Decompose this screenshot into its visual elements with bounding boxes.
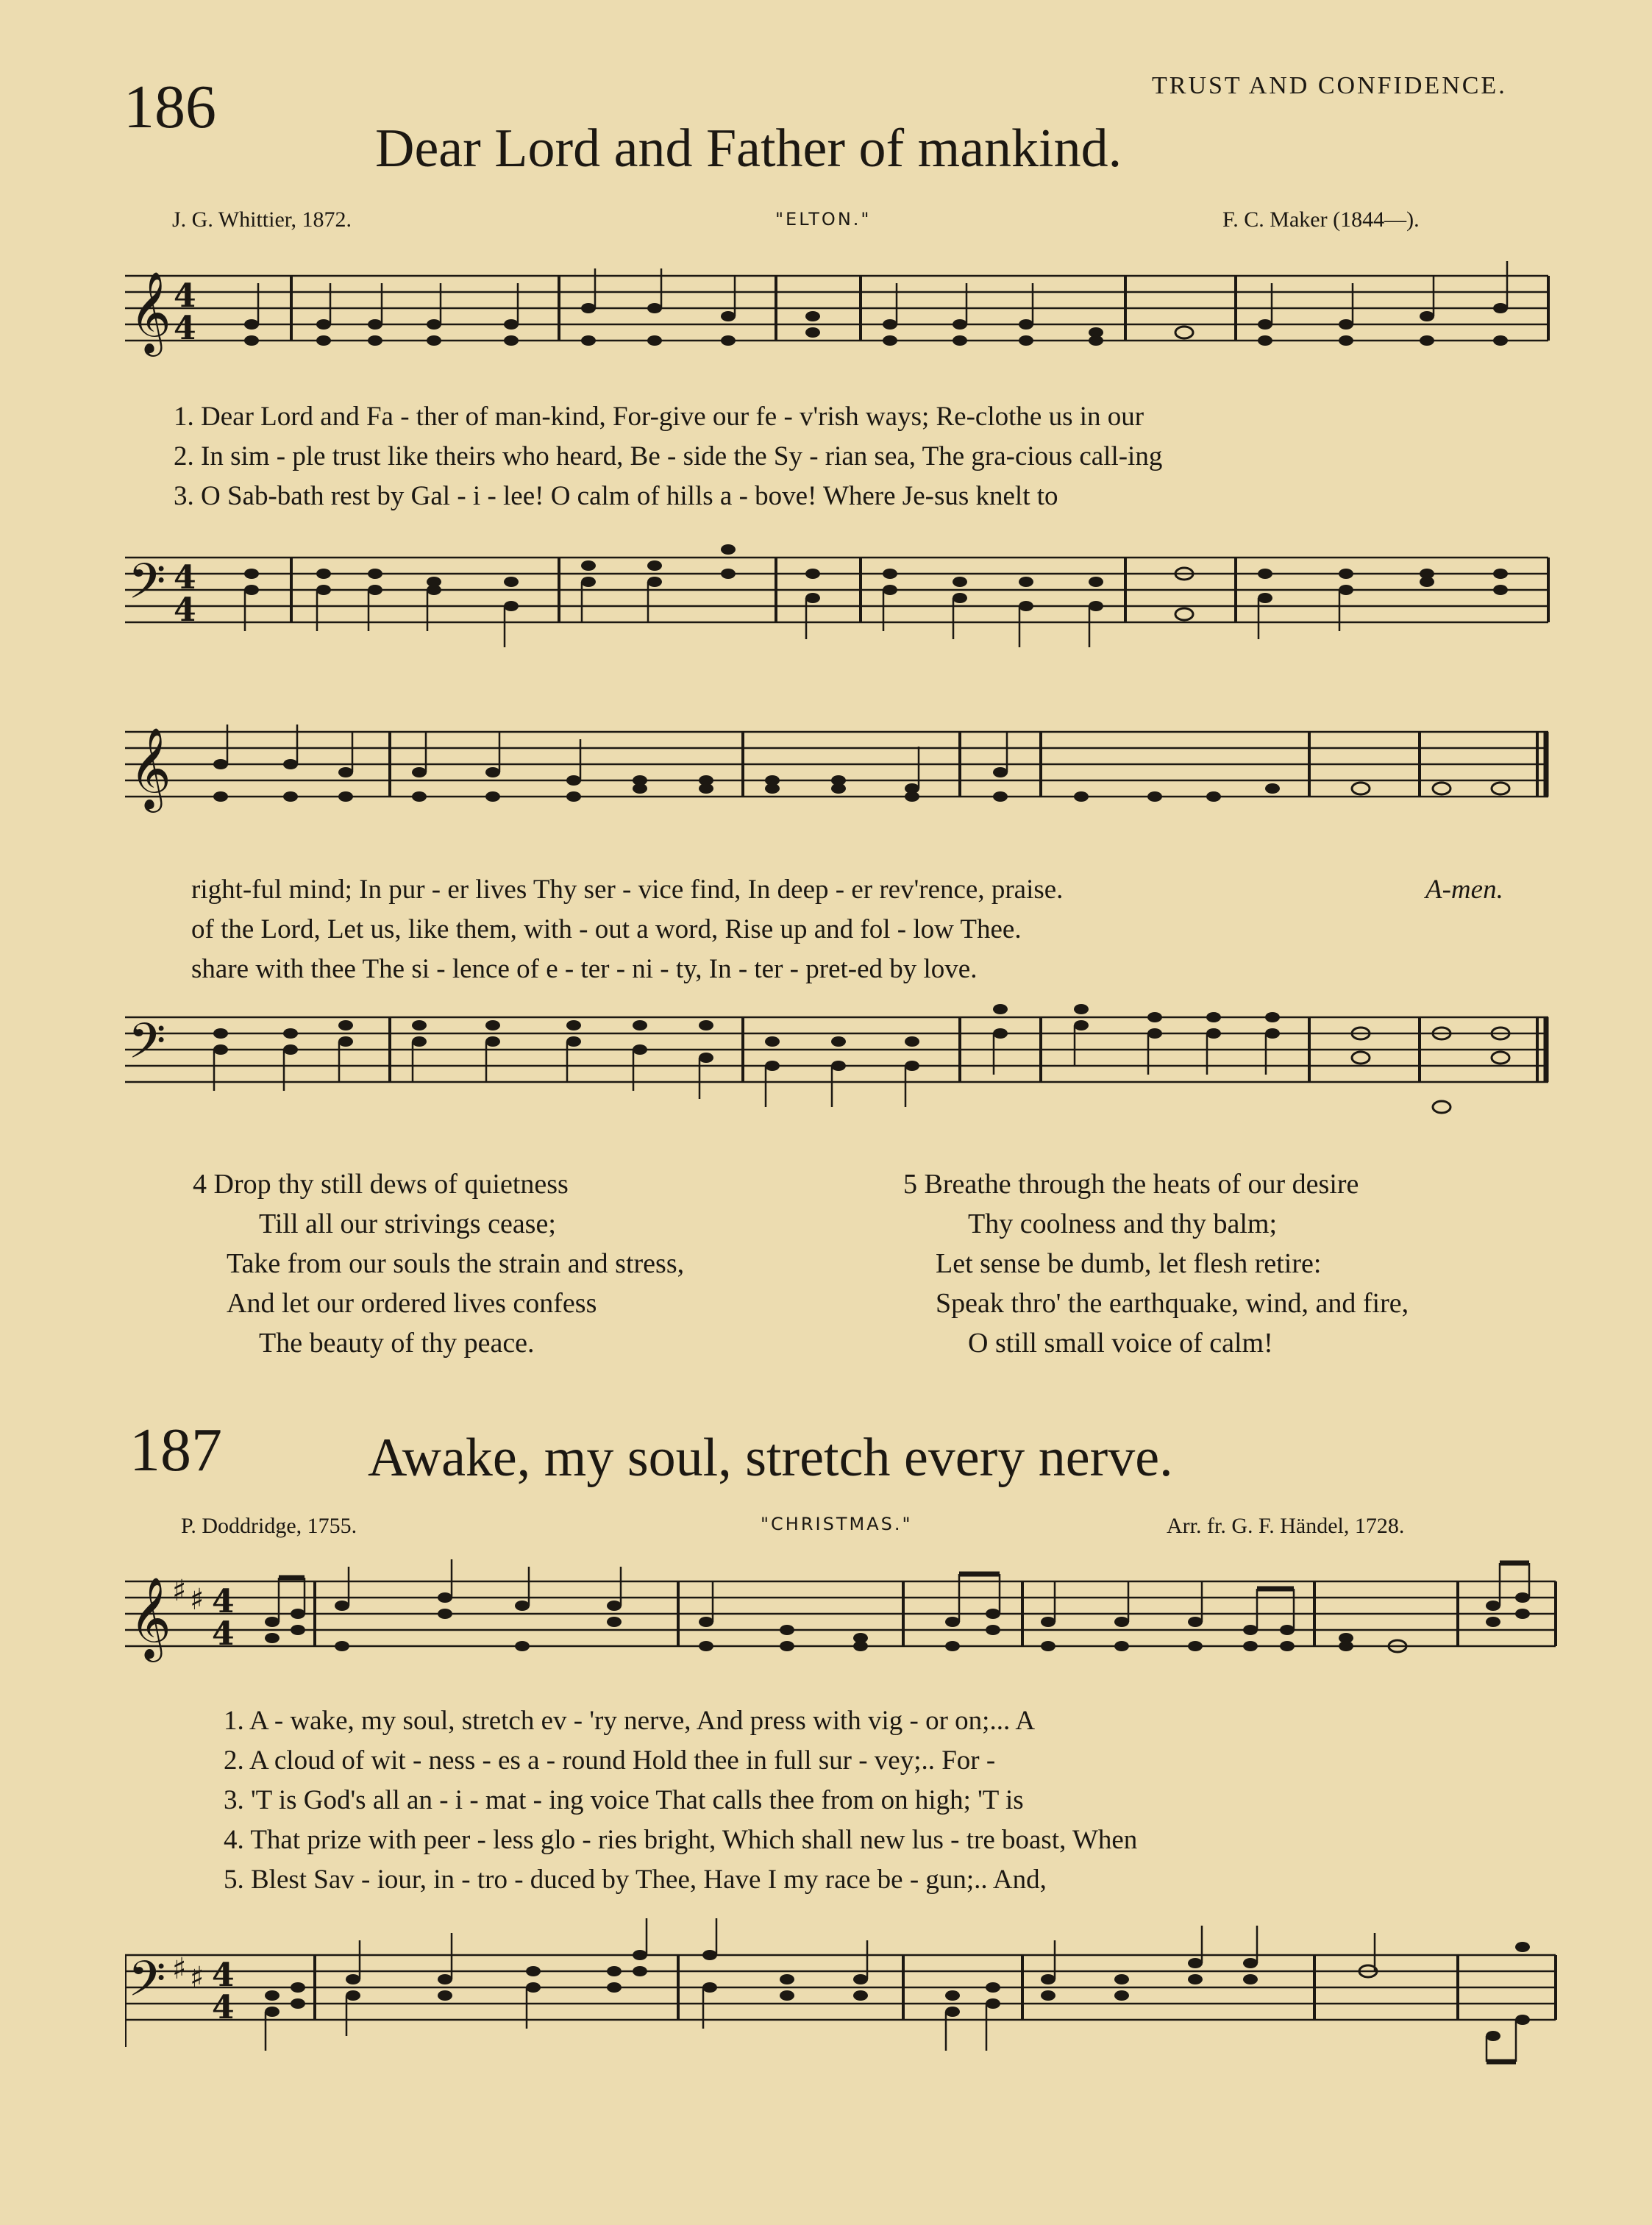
verse-line: Speak thro' the earthquake, wind, and fire,	[936, 1288, 1409, 1319]
verse-line: 5 Breathe through the heats of our desire	[903, 1169, 1359, 1200]
svg-text:4: 4	[174, 277, 196, 315]
svg-text:4: 4	[212, 1957, 235, 1994]
svg-text:4: 4	[212, 1989, 235, 2026]
lyric-line: of the Lord, Let us, like them, with - out a word, Rise up and fol - low Thee.	[191, 914, 1022, 944]
lyric-line: share with thee The si - lence of e - ter - ni - ty, In - ter - pret-ed by love.	[191, 954, 978, 984]
svg-text:♯: ♯	[172, 1574, 187, 1608]
lyric-line: 3. O Sab-bath rest by Gal - i - lee! O calm of hills a - bove! Where Je-sus knelt to	[174, 481, 1058, 511]
author-187: P. Doddridge, 1755.	[181, 1514, 357, 1538]
music-staff-bass	[125, 537, 1552, 655]
lyric-line: 4. That prize with peer - less glo - ries bright, Which shall new lus - tre boast, When	[224, 1825, 1138, 1855]
lyric-line: 2. A cloud of wit - ness - es a - round Hold thee in full sur - vey;.. For -	[224, 1745, 996, 1776]
verse-line: And let our ordered lives confess	[227, 1288, 597, 1319]
svg-text:♯: ♯	[172, 1952, 187, 1986]
music-staff-treble	[125, 1559, 1559, 1684]
tune-name-186: "ELTON."	[775, 209, 872, 229]
lyric-line: right-ful mind; In pur - er lives Thy ser - vice find, In deep - er rev'rence, praise.	[191, 875, 1064, 905]
verse-line: O still small voice of calm!	[968, 1328, 1273, 1359]
lyric-line: 3. 'T is God's all an - i - mat - ing voice That calls thee from on high; 'T is	[224, 1785, 1024, 1815]
svg-text:𝄞: 𝄞	[129, 1576, 171, 1659]
lyric-line: 1. A - wake, my soul, stretch ev - 'ry nerve, And press with vig - or on;... A	[224, 1706, 1036, 1736]
verse-line: Take from our souls the strain and stress,	[227, 1248, 685, 1279]
svg-text:4: 4	[174, 310, 196, 347]
section-heading: TRUST AND CONFIDENCE.	[1152, 72, 1507, 99]
svg-text:4: 4	[212, 1615, 235, 1653]
lyric-line: 2. In sim - ple trust like theirs who heard, Be - side the Sy - rian sea, The gra-cious call-ing	[174, 441, 1163, 471]
hymn-number-186: 186	[124, 73, 216, 141]
svg-text:4: 4	[174, 591, 196, 629]
svg-text:4: 4	[174, 559, 196, 597]
amen-text: A-men.	[1425, 875, 1503, 905]
svg-text:♯: ♯	[190, 1583, 204, 1617]
lyric-line: 1. Dear Lord and Fa - ther of man-kind, For-give our fe - v'rish ways; Re-clothe us in our	[174, 402, 1144, 432]
svg-text:𝄢: 𝄢	[128, 1951, 166, 2019]
author-186: J. G. Whittier, 1872.	[172, 207, 352, 232]
verse-line: Let sense be dumb, let flesh retire:	[936, 1248, 1322, 1279]
svg-text:𝄢: 𝄢	[128, 553, 166, 622]
verse-line: Till all our strivings cease;	[259, 1208, 556, 1239]
verse-line: Thy coolness and thy balm;	[968, 1208, 1278, 1239]
music-staff-bass	[125, 997, 1552, 1129]
svg-text:𝄢: 𝄢	[128, 1013, 166, 1081]
hymn-title-186: Dear Lord and Father of mankind.	[375, 118, 1122, 179]
tune-name-187: "CHRISTMAS."	[761, 1514, 913, 1534]
composer-187: Arr. fr. G. F. Händel, 1728.	[1167, 1514, 1405, 1538]
svg-text:♯: ♯	[190, 1961, 204, 1995]
svg-text:4: 4	[212, 1583, 235, 1620]
music-staff-treble	[125, 261, 1552, 371]
svg-text:𝄞: 𝄞	[129, 727, 171, 809]
svg-text:𝄞: 𝄞	[129, 271, 171, 353]
music-staff-treble	[125, 717, 1552, 827]
hymn-title-187: Awake, my soul, stretch every nerve.	[368, 1428, 1173, 1488]
composer-186: F. C. Maker (1844—).	[1222, 207, 1420, 232]
lyric-line: 5. Blest Sav - iour, in - tro - duced by Thee, Have I my race be - gun;.. And,	[224, 1865, 1047, 1895]
music-staff-bass	[125, 1911, 1559, 2065]
verse-line: The beauty of thy peace.	[259, 1328, 535, 1359]
hymn-number-187: 187	[129, 1416, 222, 1484]
verse-line: 4 Drop thy still dews of quietness	[193, 1169, 569, 1200]
